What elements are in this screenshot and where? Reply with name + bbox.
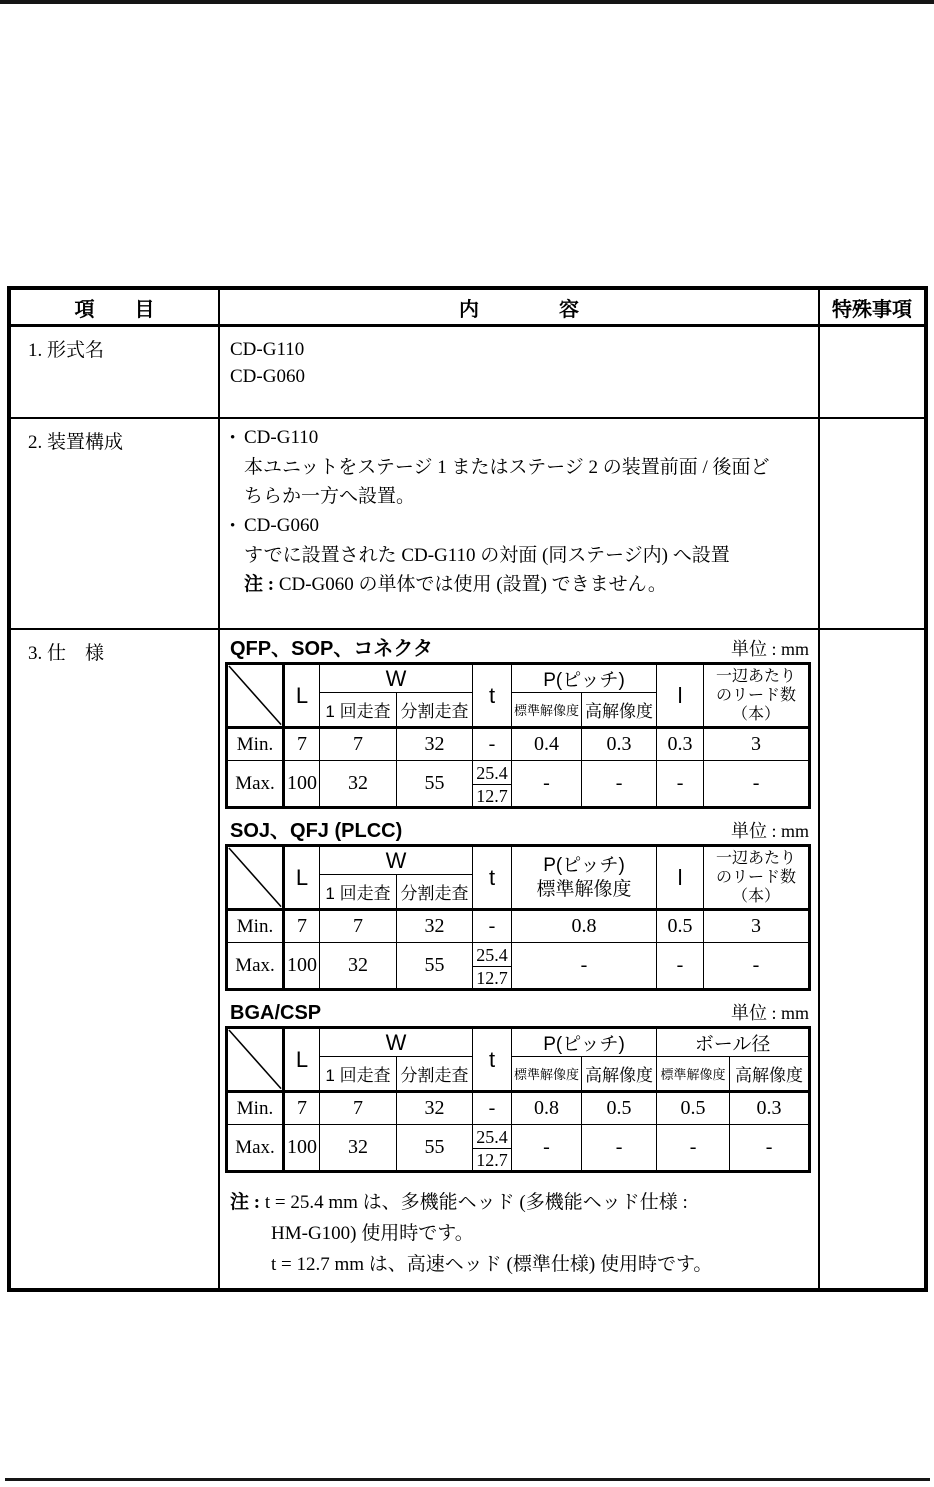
column-header-item: 項 目 (11, 290, 220, 327)
spec-block-bga (225, 1000, 809, 1173)
bullet-item-2 (230, 511, 818, 541)
spec3-min-p-high: 0.5 (582, 1092, 657, 1125)
spec1-max-label: Max. (227, 761, 284, 808)
spec1-min-leads: 3 (704, 728, 810, 761)
spec1-max-p-std: - (512, 761, 582, 808)
spec1-unit-label: 単位 : mm (730, 639, 809, 659)
diagonal-slash-icon (228, 847, 282, 908)
row2-special-cell (820, 419, 924, 630)
spec2-table (225, 844, 811, 991)
spec2-header-pitch: P(ピッチ) 標準解像度 (512, 846, 657, 910)
spec3-header-ball-high-res: 高解像度 (730, 1057, 810, 1092)
spec1-header-high-res: 高解像度 (582, 693, 657, 728)
spec3-header-L: L (284, 1028, 320, 1092)
spec3-header-ball-std-res: 標準解像度 (657, 1057, 730, 1092)
spec3-unit-label: 単位 : mm (730, 1003, 809, 1023)
spec1-min-p-std: 0.4 (512, 728, 582, 761)
spec3-title-row (225, 1000, 809, 1025)
spec3-max-w2: 55 (397, 1125, 473, 1172)
spec3-min-p-std: 0.8 (512, 1092, 582, 1125)
spec2-max-w2: 55 (397, 943, 473, 990)
spec2-min-w2: 32 (397, 910, 473, 943)
spec1-header-split-scan: 分割走査 (397, 693, 473, 728)
spec2-max-leads: - (704, 943, 810, 990)
spec3-header-pitch: P(ピッチ) (512, 1028, 657, 1057)
spec1-header-single-scan: 1 回走査 (320, 693, 397, 728)
spec-note (225, 1187, 805, 1280)
spec1-max-t-multifunction: 25.4 (476, 762, 508, 783)
spec-block-qfp (225, 636, 809, 809)
spec2-min-label: Min. (227, 910, 284, 943)
spec1-max-L: 100 (284, 761, 320, 808)
spec2-min-t: - (473, 910, 512, 943)
row1-content (220, 327, 820, 419)
spec3-max-t (473, 1125, 512, 1172)
spec2-min-w1: 7 (320, 910, 397, 943)
row3-content (220, 630, 820, 1288)
spec1-title-row (225, 636, 809, 661)
spec1-min-t: - (473, 728, 512, 761)
spec1-min-w2: 32 (397, 728, 473, 761)
spec1-max-leads: - (704, 761, 810, 808)
spec3-diagonal-cell (227, 1028, 284, 1092)
spec1-min-p-high: 0.3 (582, 728, 657, 761)
spec3-max-p-high: - (582, 1125, 657, 1172)
spec2-max-t-highspeed: 12.7 (473, 966, 511, 988)
spec1-title: QFP、SOP、コネクタ (230, 638, 433, 660)
row2-label: 2. 装置構成 (11, 419, 220, 630)
bullet-item-1-text-line1: 本ユニットをステージ 1 またはステージ 2 の装置前面 / 後面ど (244, 457, 770, 478)
spec3-min-label: Min. (227, 1092, 284, 1125)
note-label: 注 : (230, 1192, 261, 1213)
spec-sheet-table (7, 286, 928, 1292)
spec3-max-p-std: - (512, 1125, 582, 1172)
spec2-header-leads: 一辺あたり のリード数 （本） (704, 846, 810, 910)
spec1-max-l: - (657, 761, 704, 808)
bullet-icon: • (230, 518, 236, 534)
spec3-max-ball-std: - (657, 1125, 730, 1172)
spec2-max-L: 100 (284, 943, 320, 990)
spec1-min-w1: 7 (320, 728, 397, 761)
spec1-header-std-res: 標準解像度 (512, 693, 582, 728)
row1-label: 1. 形式名 (11, 327, 220, 419)
row1-special-cell (820, 327, 924, 419)
spec3-header-t: t (473, 1028, 512, 1092)
spec2-header-W: W (320, 846, 473, 875)
spec1-diagonal-cell (227, 664, 284, 728)
spec3-min-L: 7 (284, 1092, 320, 1125)
spec3-header-p-std-res: 標準解像度 (512, 1057, 582, 1092)
spec1-max-t (473, 761, 512, 808)
spec-note-line3: t = 12.7 mm は、高速ヘッド (標準仕様) 使用時です。 (271, 1254, 713, 1275)
spec3-min-ball-high: 0.3 (730, 1092, 810, 1125)
spec1-max-p-high: - (582, 761, 657, 808)
spec3-title: BGA/CSP (230, 1002, 322, 1024)
spec1-min-label: Min. (227, 728, 284, 761)
spec2-max-l: - (657, 943, 704, 990)
spec3-header-single-scan: 1 回走査 (320, 1057, 397, 1092)
spec2-header-L: L (284, 846, 320, 910)
spec1-header-W: W (320, 664, 473, 693)
spec2-max-w1: 32 (320, 943, 397, 990)
spec1-max-w2: 55 (397, 761, 473, 808)
model-name-1: CD-G110 (230, 339, 305, 360)
spec1-min-L: 7 (284, 728, 320, 761)
row2-content (220, 419, 820, 630)
spec2-header-single-scan: 1 回走査 (320, 875, 397, 910)
model-name-2: CD-G060 (230, 366, 305, 387)
spec-note-line2: HM-G100) 使用時です。 (271, 1223, 474, 1244)
spec2-header-split-scan: 分割走査 (397, 875, 473, 910)
bullet-item-1 (230, 423, 818, 453)
spec3-min-w1: 7 (320, 1092, 397, 1125)
spec1-max-w1: 32 (320, 761, 397, 808)
spec2-max-label: Max. (227, 943, 284, 990)
spec2-diagonal-cell (227, 846, 284, 910)
row3-special-cell (820, 630, 924, 1288)
spec3-min-t: - (473, 1092, 512, 1125)
spec2-min-L: 7 (284, 910, 320, 943)
bullet-item-2-title: CD-G060 (244, 515, 319, 536)
row3-label: 3. 仕 様 (11, 630, 220, 1288)
column-header-content: 内 容 (220, 290, 820, 327)
spec1-min-l: 0.3 (657, 728, 704, 761)
note-label: 注 : (244, 574, 275, 595)
spec1-max-t-highspeed: 12.7 (473, 784, 511, 806)
spec3-max-ball-high: - (730, 1125, 810, 1172)
diagonal-slash-icon (228, 1029, 282, 1090)
spec1-header-L: L (284, 664, 320, 728)
note-text: CD-G060 の単体では使用 (設置) できません。 (278, 574, 667, 595)
spec3-header-split-scan: 分割走査 (397, 1057, 473, 1092)
spec1-header-t: t (473, 664, 512, 728)
spec1-table (225, 662, 811, 809)
row2-note (244, 570, 818, 599)
column-header-special: 特殊事項 (820, 290, 924, 327)
spec3-table (225, 1026, 811, 1173)
spec2-min-p: 0.8 (512, 910, 657, 943)
spec2-title-row (225, 818, 809, 843)
spec-block-soj (225, 818, 809, 991)
bullet-item-1-text-line2: ちらか一方へ設置。 (244, 486, 416, 507)
spec1-header-leads: 一辺あたり のリード数 （本） (704, 664, 810, 728)
spec3-header-p-high-res: 高解像度 (582, 1057, 657, 1092)
page-bottom-rule (5, 1478, 930, 1481)
spec1-header-l: l (657, 664, 704, 728)
spec3-max-t-multifunction: 25.4 (476, 1126, 508, 1147)
diagonal-slash-icon (228, 665, 282, 726)
spec-note-line1: 注 : t = 25.4 mm は、多機能ヘッド (多機能ヘッド仕様 : (230, 1192, 688, 1213)
spec3-header-W: W (320, 1028, 473, 1057)
bullet-item-2-text-line1: すでに設置された CD-G110 の対面 (同ステージ内) へ設置 (244, 545, 730, 566)
bullet-icon: • (230, 430, 236, 446)
spec3-min-ball-std: 0.5 (657, 1092, 730, 1125)
spec1-header-pitch: P(ピッチ) (512, 664, 657, 693)
spec2-max-t (473, 943, 512, 990)
spec2-min-l: 0.5 (657, 910, 704, 943)
spec2-max-p: - (512, 943, 657, 990)
spec2-header-t: t (473, 846, 512, 910)
spec2-max-t-multifunction: 25.4 (476, 944, 508, 965)
bullet-item-1-title: CD-G110 (244, 427, 319, 448)
spec2-title: SOJ、QFJ (PLCC) (230, 820, 403, 842)
page-top-rule (0, 0, 934, 4)
spec2-min-leads: 3 (704, 910, 810, 943)
spec3-max-t-highspeed: 12.7 (473, 1148, 511, 1170)
spec3-header-ball-dia: ボール径 (657, 1028, 810, 1057)
spec3-max-label: Max. (227, 1125, 284, 1172)
spec3-max-L: 100 (284, 1125, 320, 1172)
spec2-header-l: l (657, 846, 704, 910)
spec3-min-w2: 32 (397, 1092, 473, 1125)
spec3-max-w1: 32 (320, 1125, 397, 1172)
spec2-unit-label: 単位 : mm (730, 821, 809, 841)
